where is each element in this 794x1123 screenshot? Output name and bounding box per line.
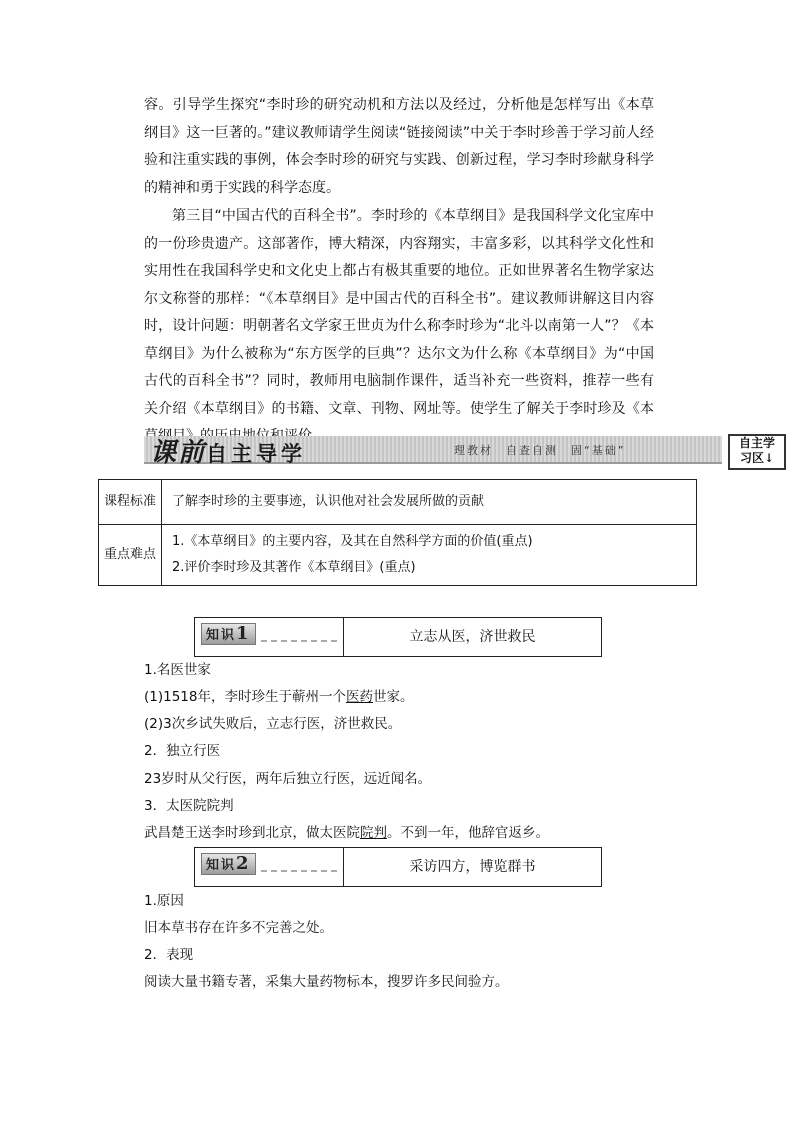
k2-section-1-head: 1.原因 — [144, 893, 184, 909]
knowledge-1-tag — [195, 618, 344, 656]
key-point-1: 1.《本草纲目》的主要内容，及其在自然科学方面的价值(重点) — [172, 534, 533, 549]
key-points-head: 重点难点 — [99, 525, 162, 586]
section-banner — [144, 432, 784, 472]
banner-title-big: 课前 — [150, 438, 207, 468]
k1-section-3-head: 3．太医院院判 — [144, 798, 234, 814]
course-standard-head: 课程标准 — [99, 480, 162, 525]
k1-s3-underlined: 院判 — [360, 825, 387, 841]
k1-s1-text-a: (1)1518年，李时珍生于蕲州一个 — [144, 689, 346, 705]
k1-section-1-head: 1.名医世家 — [144, 662, 211, 678]
k1-section-1-line-1 — [144, 685, 413, 705]
course-standard-body: 了解李时珍的主要事迹，认识他对社会发展所做的贡献 — [162, 480, 697, 525]
banner-title — [150, 432, 306, 466]
knowledge-2-label-text: 知识 — [206, 858, 237, 873]
banner-subtitle: 理教材 自查自测 固“基础” — [454, 444, 626, 457]
k1-s3-text-b: 。不到一年，他辞官返乡。 — [387, 825, 549, 841]
k2-section-2-line-1: 阅读大量书籍专著，采集大量药物标本，搜罗许多民间验方。 — [144, 974, 509, 990]
knowledge-1-dash — [261, 640, 337, 642]
k1-section-2-head: 2．独立行医 — [144, 743, 221, 759]
knowledge-2-label — [201, 853, 256, 875]
intro-paragraph-2: 第三目“中国古代的百科全书”。李时珍的《本草纲目》是我国科学文化宝库中的一份珍贵遗产。这部著作，博大精深，内容翔实，丰富多彩，以其科学文化性和实用性在我国科学史和文化史上都占有极其重要的地位。正如世界著名生物学家达尔文称誉的那样：“《本草纲目》是中国古代的百科全书”。建议教师讲解这目内容时，设计问题：明朝著名文学家王世贞为什么称李时珍为“北斗以南第一人”？《本草纲目》为什么被称为“东方医学的巨典”？达尔文为什么称《本草纲目》为“中国古代的百科全书”？同时，教师用电脑制作课件，适当补充一些资料，推荐一些有关介绍《本草纲目》的书籍、文章、刊物、网址等。使学生了解关于李时珍及《本 — [144, 208, 654, 417]
self-study-box-line2: 习区↓ — [739, 451, 775, 465]
table-row — [99, 480, 697, 525]
k2-section-1-line-1: 旧本草书存在许多不完善之处。 — [144, 920, 333, 936]
knowledge-2-title: 采访四方，博览群书 — [409, 859, 536, 875]
key-points-body — [162, 525, 697, 586]
k1-section-2-line-1: 23岁时从父行医，两年后独立行医，远近闻名。 — [144, 771, 432, 787]
knowledge-2-dash — [261, 870, 337, 872]
k1-s1-underlined: 医药 — [345, 689, 373, 705]
knowledge-1-header — [194, 617, 602, 657]
banner-title-small: 自主导学 — [206, 441, 307, 466]
intro-paragraph-1: 容。引导学生探究“李时珍的研究动机和方法以及经过，分析他是怎样写出《本草纲目》这一巨著的。”建议教师请学生阅读“链接阅读”中关于李时珍善于学习前人经验和注重实践的事例，体会李时珍的研究与实践、创新过程，学习李时珍献身科学的精神和勇于实践的科学态度。 — [144, 97, 654, 196]
knowledge-2-tag — [195, 848, 344, 886]
knowledge-2-number: 2 — [236, 853, 251, 874]
key-point-2: 2.评价李时珍及其著作《本草纲目》(重点) — [172, 560, 416, 575]
k1-s3-text-a: 武昌楚王送李时珍到北京，做太医院 — [144, 825, 360, 841]
knowledge-1-label — [201, 623, 256, 645]
self-study-box-line1: 自主学 — [738, 436, 775, 450]
course-table — [98, 479, 697, 586]
knowledge-2-header — [194, 847, 602, 887]
table-row — [99, 525, 697, 586]
knowledge-1-label-text: 知识 — [206, 628, 237, 643]
self-study-box — [728, 434, 786, 470]
k1-section-1-line-2: (2)3次乡试失败后，立志行医，济世救民。 — [144, 716, 402, 732]
knowledge-1-number: 1 — [236, 623, 251, 644]
k1-section-3-line-1 — [144, 821, 549, 841]
k1-s1-text-b: 世家。 — [372, 689, 414, 705]
knowledge-1-title: 立志从医，济世救民 — [409, 629, 536, 645]
k2-section-2-head: 2．表现 — [144, 947, 194, 963]
